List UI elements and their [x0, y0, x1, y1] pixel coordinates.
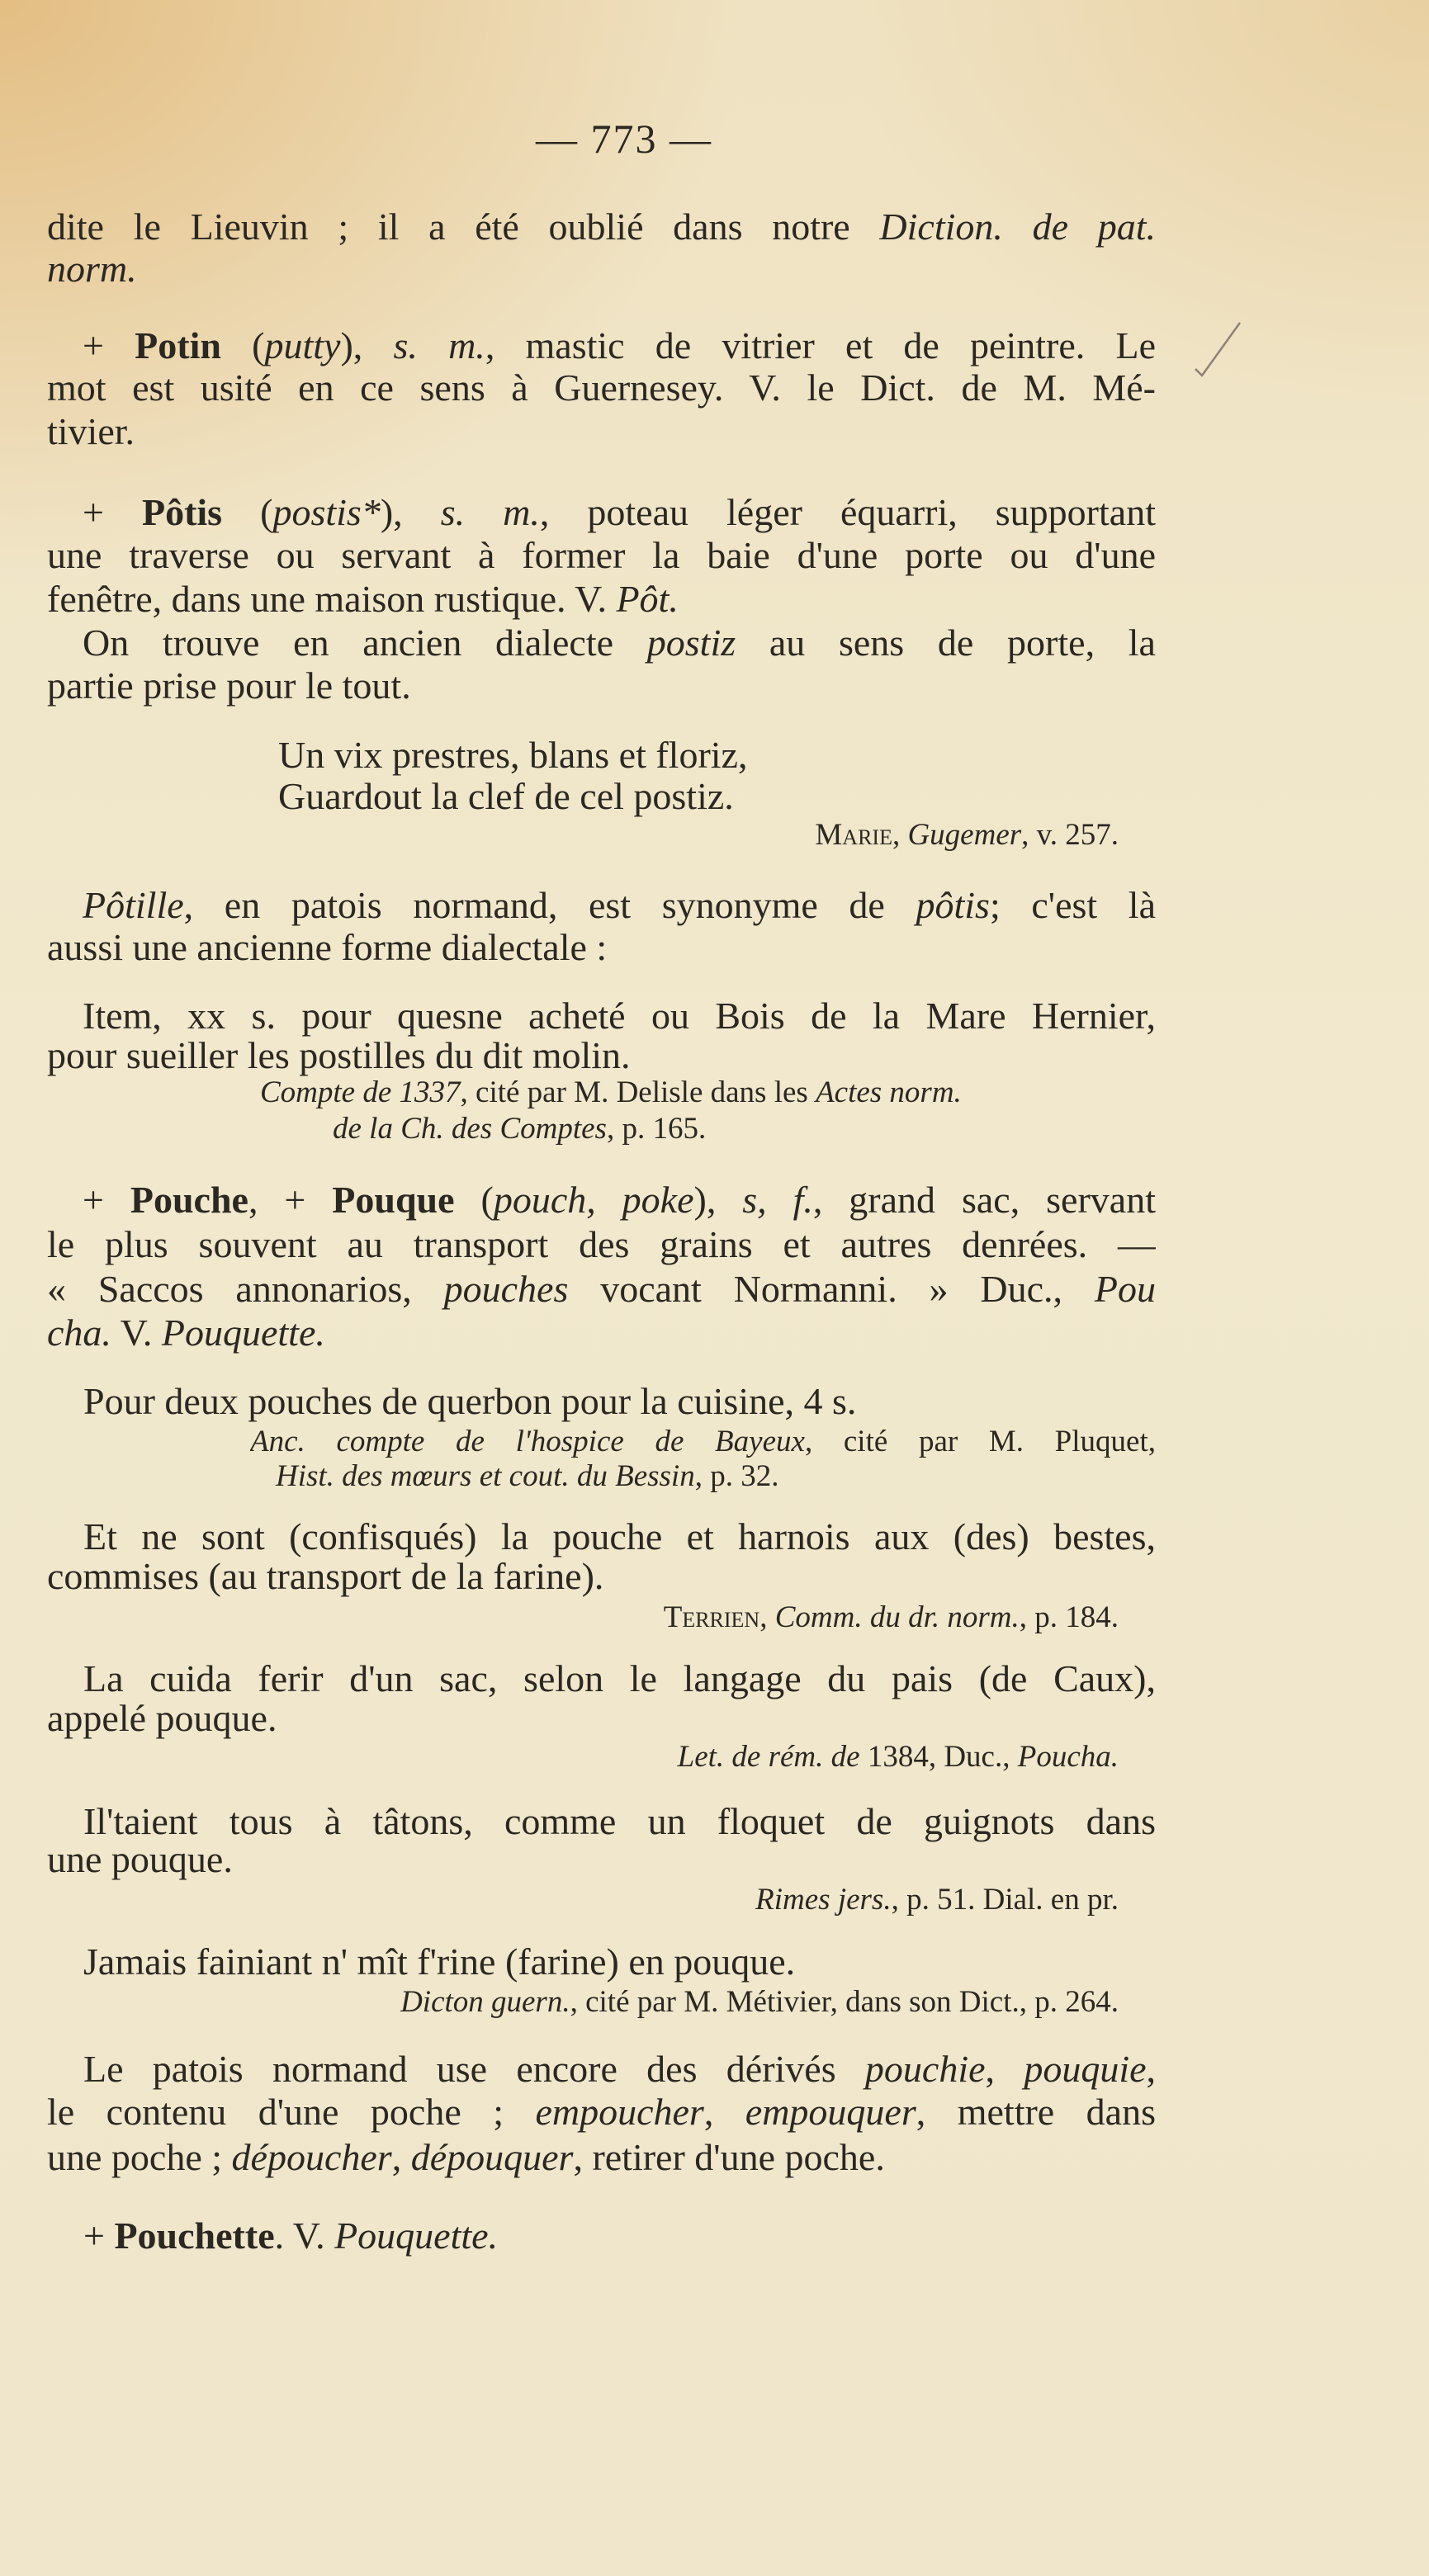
italic-text: pôtis — [916, 884, 990, 926]
text-segment: , v. 257. — [1021, 818, 1119, 852]
text-segment: , p. 184. — [1019, 1600, 1119, 1634]
text-line — [47, 248, 137, 291]
text-segment: Le patois normand use encore des dérivés — [83, 2048, 865, 2090]
text-line — [83, 324, 1156, 367]
text-segment: « Saccos annonarios, — [47, 1268, 444, 1310]
text-segment: , poteau léger équarri, supportant — [539, 491, 1156, 533]
text-segment: V. — [111, 1312, 162, 1354]
citation-line — [755, 1879, 1119, 1921]
italic-text: empouquer — [745, 2091, 916, 2133]
text-segment: ( — [454, 1179, 494, 1221]
italic-text: Actes norm. — [816, 1075, 962, 1109]
italic-text: Compte de 1337 — [260, 1075, 461, 1109]
page-number: — 773 — — [536, 116, 712, 162]
text-segment: , mettre dans — [916, 2091, 1156, 2133]
text-line — [47, 2091, 1156, 2134]
citation-line — [815, 814, 1119, 857]
citation-line — [276, 1455, 778, 1498]
italic-text: Poucha. — [1017, 1740, 1119, 1774]
text-segment: le contenu d'une poche ; — [47, 2091, 536, 2133]
text-segment: Il'taient tous à tâtons, comme un floquet de guignots dans — [83, 1800, 1156, 1842]
text-line — [83, 1380, 856, 1423]
text-segment: une pouque. — [47, 1838, 233, 1880]
author-name: Marie — [815, 818, 892, 852]
text-line — [83, 995, 1156, 1037]
text-segment: vocant Normanni. » Duc., — [568, 1268, 1095, 1310]
italic-text: dépouquer — [410, 2136, 574, 2178]
text-line — [47, 410, 135, 453]
italic-text: empoucher — [535, 2091, 704, 2133]
text-line — [278, 734, 747, 777]
text-line — [47, 1312, 325, 1354]
citation-line — [400, 1981, 1119, 2024]
text-line — [47, 206, 1156, 248]
text-line — [47, 664, 411, 707]
text-segment: Guardout la clef de cel postiz. — [278, 775, 734, 817]
entry-headword: Pôtis — [141, 491, 223, 533]
text-segment: une traverse ou servant à former la baie d'une porte ou d'une — [47, 534, 1156, 576]
text-segment: , cité par M. Métivier, dans son Dict., p. 264. — [570, 1985, 1119, 2019]
italic-text: s. m. — [440, 491, 540, 533]
text-line — [83, 491, 1156, 534]
text-segment: , p. 165. — [606, 1112, 707, 1146]
text-line — [47, 1555, 603, 1598]
text-segment: 1384, Duc., — [867, 1740, 1018, 1774]
text-segment: , cité par M. Pluquet, — [804, 1425, 1156, 1458]
text-line — [83, 2214, 498, 2257]
text-line — [83, 2048, 1156, 2091]
text-segment: + — [83, 1179, 130, 1221]
text-line — [83, 1800, 1156, 1843]
text-segment: dite le Lieuvin ; il a été oublié dans notre — [47, 206, 880, 248]
italic-text: putty — [264, 324, 341, 366]
text-segment: au sens de porte, la — [736, 622, 1156, 664]
text-line — [47, 1838, 233, 1881]
italic-text: Anc. compte de l'hospice de Bayeux — [250, 1425, 805, 1458]
italic-text: pouquie — [1024, 2048, 1147, 2090]
text-segment: une poche ; — [47, 2136, 232, 2178]
italic-text: Gugemer — [907, 818, 1022, 852]
text-segment: ), — [380, 491, 441, 533]
entry-headword: Pouque — [332, 1179, 455, 1221]
italic-text: Pou — [1094, 1268, 1156, 1310]
text-line — [83, 1657, 1156, 1700]
italic-text: pouches — [443, 1268, 569, 1310]
text-segment: ; c'est là — [989, 884, 1156, 926]
text-segment: , cité par M. Delisle dans les — [460, 1075, 816, 1109]
text-segment: mot est usité en ce sens à Guernesey. V. le Dict. de M. Mé- — [47, 366, 1156, 409]
italic-text: Hist. des mœurs et cout. du Bessin — [276, 1459, 695, 1493]
text-segment: , mastic de vitrier et de peintre. Le — [485, 324, 1156, 366]
italic-text: Let. de rém. de — [677, 1740, 868, 1774]
text-segment: Un vix prestres, blans et floriz, — [278, 734, 748, 776]
italic-text: pouchie — [864, 2048, 986, 2090]
text-segment: le plus souvent au transport des grains et autres denrées. — — [47, 1223, 1156, 1265]
text-line — [83, 1179, 1156, 1222]
italic-text: s. m. — [393, 324, 485, 366]
text-segment: , — [1146, 2048, 1156, 2090]
text-line — [47, 1268, 1156, 1311]
text-segment: , — [759, 1600, 775, 1634]
text-segment: ), — [340, 324, 394, 366]
text-segment: ( — [222, 491, 273, 533]
text-line — [83, 1940, 795, 1983]
text-segment: + — [83, 324, 135, 366]
italic-text: postis* — [272, 491, 381, 533]
citation-line — [678, 1736, 1119, 1779]
italic-text: Pôt. — [616, 578, 679, 620]
italic-text: cha. — [47, 1312, 111, 1354]
text-segment: . V. — [274, 2214, 335, 2257]
entry-headword: Potin — [135, 324, 221, 366]
text-segment: , en patois normand, est synonyme de — [183, 884, 916, 926]
text-line — [47, 534, 1156, 577]
italic-text: s, f. — [742, 1179, 813, 1221]
italic-text: dépoucher — [231, 2136, 392, 2178]
text-segment: ), — [693, 1179, 743, 1221]
text-segment: tivier. — [47, 410, 135, 452]
italic-text: Comm. du dr. norm. — [774, 1600, 1020, 1634]
text-segment: On trouve en ancien dialecte — [83, 622, 647, 664]
text-segment: , grand sac, servant — [812, 1179, 1156, 1221]
italic-text: Pouquette. — [161, 1312, 325, 1354]
text-segment: , — [892, 818, 908, 852]
text-line — [47, 926, 607, 969]
text-segment: appelé pouque. — [47, 1697, 277, 1739]
text-segment: Pour deux pouches de querbon pour la cuisine, 4 s. — [83, 1380, 857, 1422]
text-segment: Item, xx s. pour quesne acheté ou Bois de la Mare Hernier, — [83, 995, 1156, 1037]
text-segment: fenêtre, dans une maison rustique. V. — [47, 578, 617, 620]
citation-line — [333, 1108, 706, 1151]
text-segment: aussi une ancienne forme dialectale : — [47, 926, 608, 968]
text-line — [47, 2136, 885, 2179]
author-name: Terrien — [663, 1600, 760, 1634]
text-segment: pour sueiller les postilles du dit molin. — [47, 1034, 631, 1076]
italic-text: Pôtille — [83, 884, 184, 926]
italic-text: Dicton guern. — [400, 1985, 570, 2019]
text-line — [83, 622, 1156, 664]
text-segment: , — [391, 2136, 411, 2178]
text-segment: , p. 51. Dial. en pr. — [891, 1883, 1119, 1917]
citation-line — [664, 1596, 1119, 1639]
text-line — [83, 1515, 1156, 1558]
italic-text: de la Ch. des Comptes — [333, 1112, 607, 1146]
entry-headword: Pouchette — [114, 2214, 275, 2257]
italic-text: postiz — [646, 622, 736, 664]
text-segment: La cuida ferir d'un sac, selon le langage du pais (de Caux), — [83, 1657, 1156, 1699]
text-segment: partie prise pour le tout. — [47, 664, 411, 707]
entry-headword: Pouche — [130, 1179, 248, 1221]
text-segment: , p. 32. — [694, 1459, 779, 1493]
italic-text: pouch, poke — [493, 1179, 694, 1221]
text-segment: Et ne sont (confisqués) la pouche et harnois aux (des) bestes, — [83, 1515, 1156, 1557]
text-line — [47, 366, 1156, 409]
text-segment: + — [83, 491, 142, 533]
text-line — [83, 884, 1156, 927]
text-segment: , retirer d'une poche. — [573, 2136, 885, 2178]
text-line — [47, 578, 679, 621]
text-segment: Jamais fainiant n' mît f'rine (farine) en pouque. — [83, 1940, 796, 1983]
text-segment: ( — [220, 324, 265, 366]
text-segment: , — [703, 2091, 745, 2133]
text-line — [47, 1223, 1156, 1266]
italic-text: norm. — [47, 248, 137, 290]
text-segment: commises (au transport de la farine). — [47, 1555, 604, 1597]
italic-text: Pouquette. — [334, 2214, 499, 2257]
italic-text: Rimes jers. — [755, 1883, 892, 1917]
text-line — [47, 1697, 277, 1740]
text-segment: + — [83, 2214, 115, 2257]
text-line — [278, 775, 734, 818]
text-segment: , — [985, 2048, 1024, 2090]
pencil-check-mark-icon — [1189, 318, 1247, 384]
italic-text: Diction. de pat. — [879, 206, 1156, 248]
text-segment: , + — [248, 1179, 333, 1221]
